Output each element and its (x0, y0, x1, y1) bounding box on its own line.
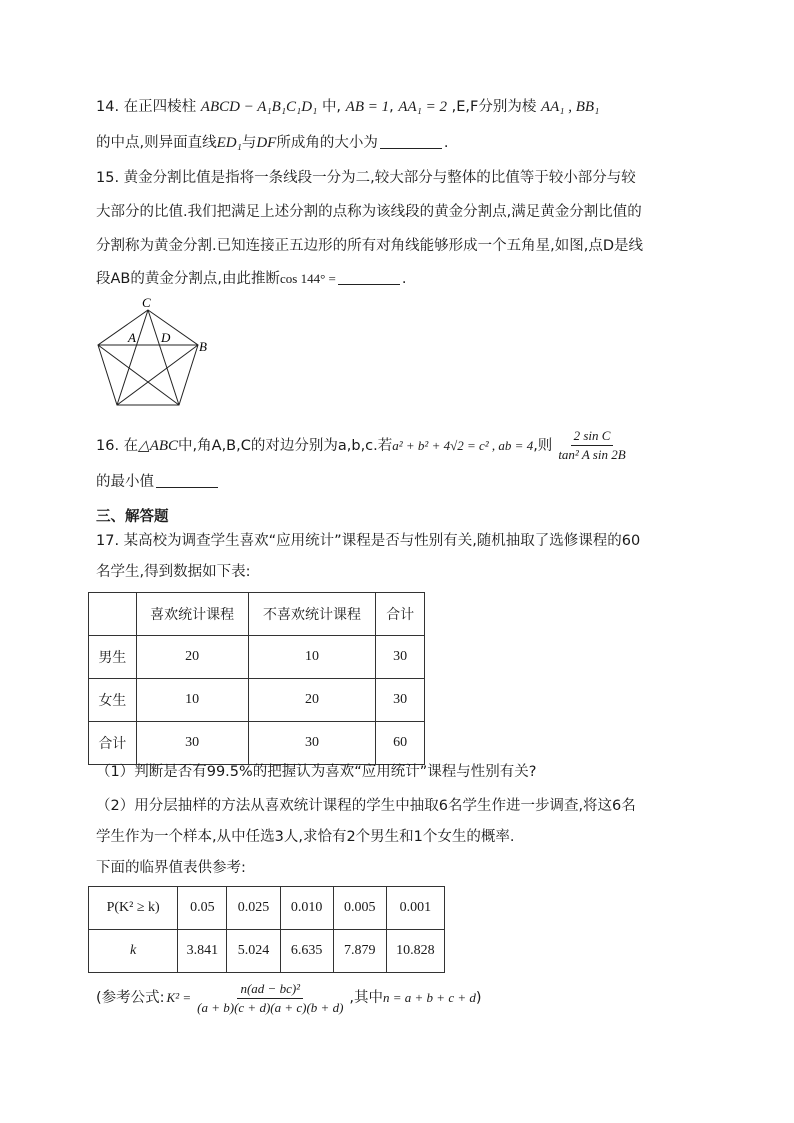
q15-line4 (96, 268, 406, 290)
q16-text: 中,角A,B,C的对边分别为a,b,c.若 (178, 437, 393, 454)
table-cell: 20 (248, 679, 376, 722)
q16-text: ,则 (533, 437, 553, 454)
q14-text: 所成角的大小为 (276, 135, 378, 151)
q17-text: 名学生,得到数据如下表: (96, 564, 251, 580)
table-cell: 20 (136, 636, 248, 679)
q14-prism: ABCD − A₁B₁C₁D₁ (200, 99, 318, 115)
q16-text: 在 (123, 437, 139, 454)
q15-line2 (96, 201, 642, 223)
q16-equation: a² + b² + 4√2 = c² , ab = 4 (392, 437, 534, 453)
q14-number: 14. (96, 99, 120, 115)
table-cell: 0.05 (178, 887, 227, 930)
q14-line2 (96, 132, 448, 154)
q14-end: . (443, 135, 449, 151)
q15-end: . (401, 271, 407, 287)
q16-line1 (96, 427, 632, 464)
q14-line1: 14. 在正四棱柱 ABCD − A₁B₁C₁D₁ 中, AB = 1, AA₁ = 2 ,E,F分别为棱 AA₁ , BB₁ (96, 99, 600, 115)
q16-text: 的最小值 (96, 474, 154, 490)
q16-line2 (96, 471, 220, 493)
q14-cond-aa1: AA₁ = 2 (398, 99, 447, 115)
table-cell: 30 (376, 636, 425, 679)
formula-denominator: (a + b)(c + d)(a + c)(b + d) (197, 999, 344, 1015)
table-cell: 30 (248, 722, 376, 765)
table-cell: 0.010 (280, 887, 333, 930)
q16-frac-numerator: 2 sin C (571, 427, 614, 446)
table-cell: 0.025 (227, 887, 280, 930)
q14-text: 中, (321, 99, 342, 115)
table-row-label: 女生 (89, 679, 137, 722)
table-header-cell (89, 593, 137, 636)
q14-answer-blank[interactable] (380, 133, 442, 149)
label-a: A (128, 330, 136, 345)
q14-text: 的中点,则异面直线 (96, 135, 217, 151)
formula-text: ) (475, 990, 482, 1006)
table-row (89, 930, 445, 973)
table-cell: 10.828 (386, 930, 444, 973)
section3-title (96, 506, 169, 528)
table-row (89, 636, 425, 679)
q14-line-ed1: ED₁ (216, 135, 242, 151)
label-c: C (142, 295, 151, 310)
crit-row-label: P(K² ≥ k) (89, 887, 178, 930)
formula-k: K² = (166, 990, 192, 1005)
q17-line2 (96, 561, 251, 583)
q15-text: 大部分的比值.我们把满足上述分割的点称为该线段的黄金分割点,满足黄金分割比值的 (96, 204, 642, 220)
table-header-cell: 合计 (376, 593, 425, 636)
diagonal (98, 345, 179, 405)
diagonal (117, 310, 148, 405)
q17-line1 (96, 530, 640, 552)
q14-edges: AA₁ , BB₁ (540, 99, 600, 115)
q17-formula (96, 978, 482, 1018)
formula-text: ,其中 (349, 990, 384, 1006)
table-cell: 3.841 (178, 930, 227, 973)
label-b: B (199, 339, 207, 354)
q14-cond-ab: AB = 1 (345, 99, 390, 115)
q14-line-df: DF (256, 135, 277, 151)
q15-answer-blank[interactable] (338, 269, 400, 285)
q15-cos-expr: cos 144° = (279, 271, 336, 286)
q17-number: 17. (96, 533, 120, 549)
table-cell: 60 (376, 722, 425, 765)
q14-text: ,E,F分别为棱 (451, 99, 537, 115)
critical-value-table (88, 886, 445, 973)
formula-n: n = a + b + c + d (383, 990, 476, 1005)
q17-ref-intro (96, 857, 246, 879)
q17-text: 学生作为一个样本,从中任选3人,求恰有2个男生和1个女生的概率. (96, 829, 515, 845)
q17-text: 某高校为调查学生喜欢“应用统计”课程是否与性别有关,随机抽取了选修课程的60 (123, 533, 641, 549)
pentagon-outline (98, 310, 198, 405)
table-row-label: 合计 (89, 722, 137, 765)
q17-part2-line1 (96, 795, 636, 817)
table-header-cell: 不喜欢统计课程 (248, 593, 376, 636)
q17-text: 下面的临界值表供参考: (96, 860, 246, 876)
table-cell: 30 (136, 722, 248, 765)
table-cell: 0.005 (333, 887, 386, 930)
label-d: D (161, 330, 171, 345)
q16-triangle: △ABC (138, 437, 179, 454)
q16-number: 16. (96, 437, 120, 454)
table-cell: 10 (136, 679, 248, 722)
diagonal (148, 310, 179, 405)
q16-fraction (555, 427, 628, 464)
formula-numerator: n(ad − bc)² (237, 980, 303, 999)
diagonal (117, 345, 198, 405)
formula-text: (参考公式: (96, 990, 165, 1006)
table-row (89, 887, 445, 930)
q17-part1 (96, 761, 537, 783)
table-cell: 10 (248, 636, 376, 679)
table-cell: 0.001 (386, 887, 444, 930)
q15-text: 段AB的黄金分割点,由此推断 (96, 271, 280, 287)
gender-survey-table (88, 592, 425, 765)
q15-text: 分割称为黄金分割.已知连接正五边形的所有对角线能够形成一个五角星,如图,点D是线 (96, 238, 643, 254)
q15-number: 15. (96, 170, 120, 186)
q16-answer-blank[interactable] (156, 472, 218, 488)
q15-text: 黄金分割比值是指将一条线段一分为二,较大部分与整体的比值等于较小部分与较 (123, 170, 636, 186)
q17-text: （1）判断是否有99.5%的把握认为喜欢“应用统计”课程与性别有关? (96, 764, 537, 780)
table-header-row (89, 593, 425, 636)
table-cell: 7.879 (333, 930, 386, 973)
table-row (89, 722, 425, 765)
table-cell: 6.635 (280, 930, 333, 973)
q14-text: 与 (241, 135, 257, 151)
pentagram-figure (90, 295, 215, 415)
q14-text: 在正四棱柱 (123, 99, 197, 115)
q15-line1 (96, 167, 636, 189)
q17-text: （2）用分层抽样的方法从喜欢统计课程的学生中抽取6名学生作进一步调查,将这6名 (96, 798, 636, 814)
table-cell: 5.024 (227, 930, 280, 973)
crit-row-label: k (89, 930, 178, 973)
table-header-cell: 喜欢统计课程 (136, 593, 248, 636)
q15-line3 (96, 235, 643, 257)
table-row (89, 679, 425, 722)
table-row-label: 男生 (89, 636, 137, 679)
table-cell: 30 (376, 679, 425, 722)
section-title: 三、解答题 (96, 509, 169, 525)
q17-part2-line2 (96, 826, 515, 848)
formula-fraction (194, 980, 346, 1017)
q16-frac-denominator: tan² A sin 2B (558, 447, 626, 462)
